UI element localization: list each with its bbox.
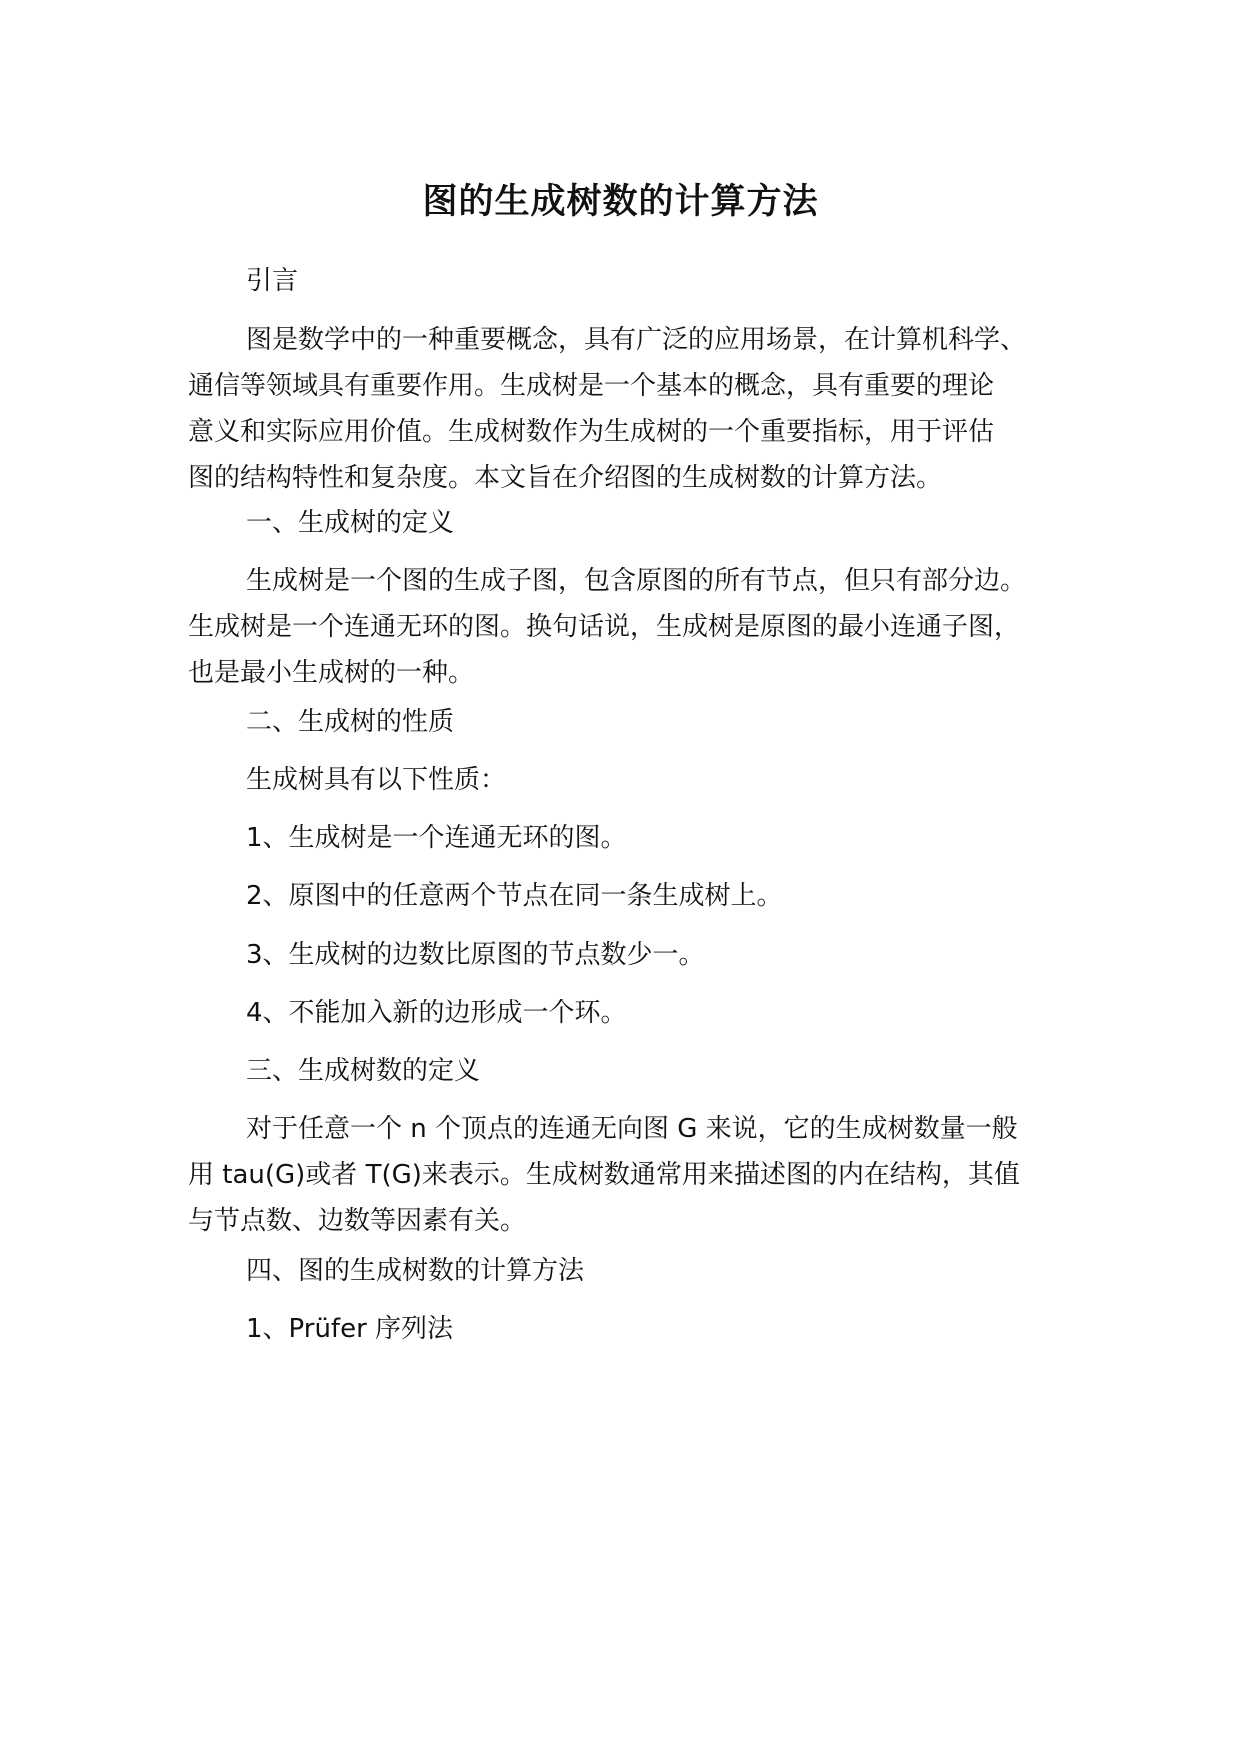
section3-heading: 三、生成树数的定义 [246, 1056, 481, 1086]
list-item: 1、Prüfer 序列法 [246, 1314, 454, 1344]
list-item: 2、原图中的任意两个节点在同一条生成树上。 [246, 881, 783, 911]
paragraph-line: 用 tau(G)或者 T(G)来表示。生成树数通常用来描述图的内在结构，其值 [188, 1160, 1020, 1190]
section1-heading: 一、生成树的定义 [246, 508, 455, 538]
intro-heading: 引言 [246, 266, 299, 296]
section2-heading: 二、生成树的性质 [246, 707, 455, 737]
paragraph-line: 图的结构特性和复杂度。本文旨在介绍图的生成树数的计算方法。 [188, 463, 943, 493]
paragraph-line: 通信等领域具有重要作用。生成树是一个基本的概念，具有重要的理论 [188, 371, 995, 401]
section3-paragraph [188, 1106, 1088, 1244]
paragraph-line: 意义和实际应用价值。生成树数作为生成树的一个重要指标，用于评估 [188, 417, 995, 447]
section4-heading: 四、图的生成树数的计算方法 [246, 1256, 585, 1286]
paragraph-line: 图是数学中的一种重要概念，具有广泛的应用场景，在计算机科学、 [246, 325, 1027, 355]
paragraph-line: 对于任意一个 n 个顶点的连通无向图 G 来说，它的生成树数量一般 [246, 1114, 1018, 1144]
intro-paragraph [188, 317, 1088, 501]
paragraph-line: 生成树是一个图的生成子图，包含原图的所有节点，但只有部分边。 [246, 566, 1027, 596]
document-title: 图的生成树数的计算方法 [422, 182, 819, 222]
paragraph-line: 与节点数、边数等因素有关。 [188, 1206, 527, 1236]
paragraph-line: 生成树是一个连通无环的图。换句话说，生成树是原图的最小连通子图， [188, 612, 1021, 642]
list-item: 4、不能加入新的边形成一个环。 [246, 998, 627, 1028]
list-item: 3、生成树的边数比原图的节点数少一。 [246, 940, 705, 970]
section1-paragraph [188, 558, 1088, 696]
list-item: 1、生成树是一个连通无环的图。 [246, 823, 627, 853]
section2-intro: 生成树具有以下性质： [246, 765, 507, 795]
paragraph-line: 也是最小生成树的一种。 [188, 658, 475, 688]
